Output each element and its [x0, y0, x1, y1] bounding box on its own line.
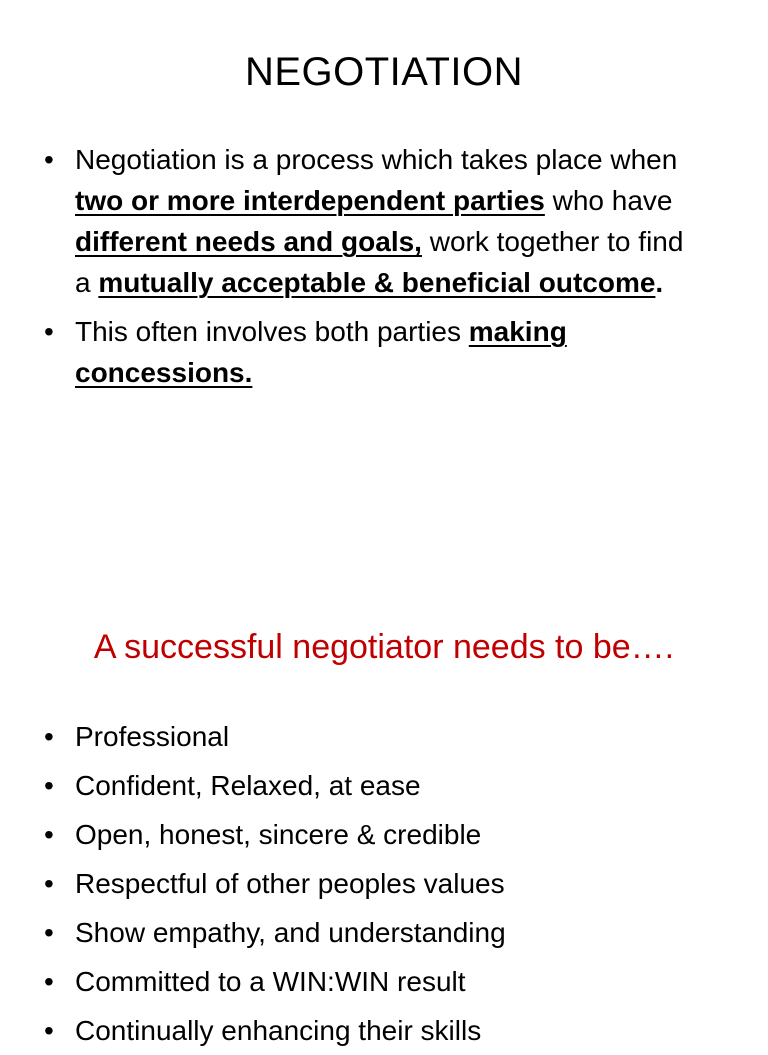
bullet-text: . — [655, 267, 664, 298]
list-item-text: Professional — [75, 721, 230, 752]
bullet-text: work together to find a — [75, 226, 684, 298]
bullet-marker: • — [44, 316, 54, 347]
list-item — [0, 908, 685, 957]
list-item — [0, 761, 685, 810]
bullet-marker: • — [44, 917, 54, 948]
list-item — [0, 311, 685, 393]
slide-title: NEGOTIATION — [244, 50, 524, 94]
bullet-marker: • — [44, 721, 54, 752]
list-item — [0, 859, 685, 908]
bullet-marker: • — [44, 868, 54, 899]
emphasis-text: two or more interdependent parties — [75, 185, 545, 216]
list-item-text: Open, honest, sincere & credible — [75, 819, 482, 850]
bullet-text: This often involves both parties — [75, 316, 469, 347]
bullet-marker: • — [44, 966, 54, 997]
slide-title: A successful negotiator needs to be…. — [93, 628, 675, 666]
list-item — [0, 957, 685, 1006]
bullet-marker: • — [44, 770, 54, 801]
qualities-bullet-list — [0, 712, 685, 1055]
list-item — [0, 139, 685, 303]
list-item-text: Confident, Relaxed, at ease — [75, 770, 421, 801]
list-item — [0, 712, 685, 761]
list-item-text: Show empathy, and understanding — [75, 917, 506, 948]
bullet-text: Negotiation is a process which takes place when — [75, 144, 678, 175]
list-item-text: Respectful of other peoples values — [75, 868, 505, 899]
emphasis-text: making concessions. — [75, 316, 567, 388]
bullet-marker: • — [44, 819, 54, 850]
bullet-marker: • — [44, 1015, 54, 1046]
list-item-text: Continually enhancing their skills — [75, 1015, 482, 1046]
list-item — [0, 1006, 685, 1055]
definition-bullet-list — [0, 139, 685, 401]
slide-successful-negotiator — [0, 545, 768, 1046]
bullet-text: who have — [544, 185, 673, 216]
emphasis-text: different needs and goals, — [75, 226, 422, 257]
list-item-text: Committed to a WIN:WIN result — [75, 966, 466, 997]
list-item — [0, 810, 685, 859]
emphasis-text: mutually acceptable & beneficial outcome — [98, 267, 656, 298]
bullet-marker: • — [44, 144, 54, 175]
